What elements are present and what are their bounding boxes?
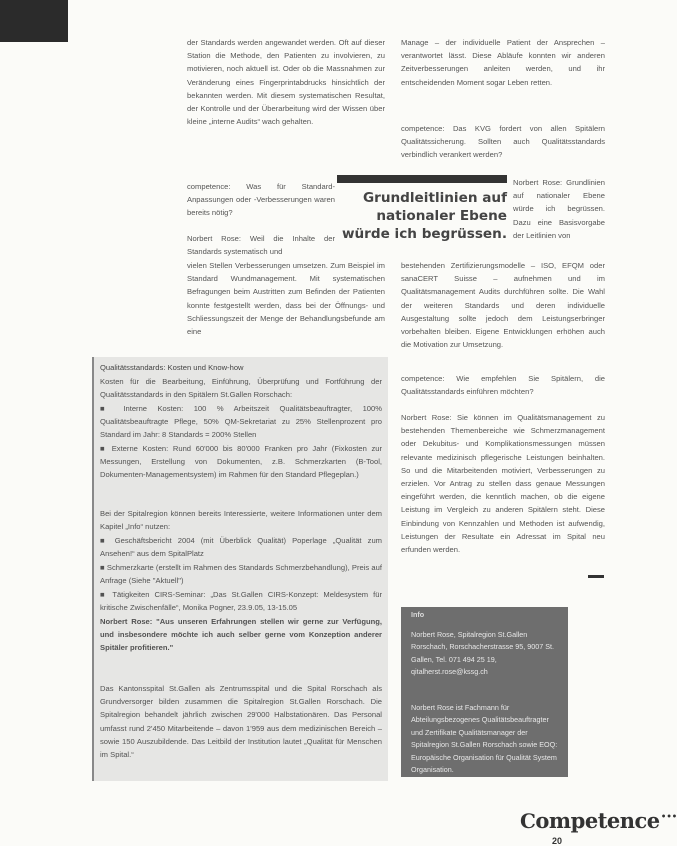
box-quote: Norbert Rose: "Aus unseren Erfahrungen stellen wir gerne zur Verfügung, und insbesondere möchte ich auch selber gerne vom Konzeption anderer Spitäler profitieren." [100,617,382,653]
box-title: Qualitätsstandards: Kosten und Know-how [100,363,244,372]
info-contact: Norbert Rose, Spitalregion St.Gallen Rorschach, Rorschacherstrasse 95, 9007 St. Gallen, Tel. 071 494 25 19, qitalherst.rose@kssg.ch [411,630,555,677]
col1-question-1: competence: Was für Standard-Anpassungen oder -Verbesserungen waren bereits nötig? [187,182,335,218]
box-bullet-report: ■ Geschäftsbericht 2004 (mit Überblick Qualität) Poperlage „Qualität zum Ansehen!“ aus dem SpitalPlatz [100,536,382,559]
info-label: Info [411,610,425,619]
page-number: 20 [552,836,563,846]
col2-question-2: competence: Wie empfehlen Sie Spitälern, die Qualitätsstandards einführen möchten? [401,374,605,397]
col1-answer-lead: Norbert Rose: Weil die Inhalte der Standards systematisch und [187,234,335,257]
col1-answer-rest: vielen Stellen Verbesserungen umsetzen. Zum Beispiel im Standard Wundmanagement. Mit systematischen Befragungen beim Austritten zum Befinden der Patienten konnte festgestellt werden, dass bei der Öffnungs- und Schliessungszeit der Menge der Behandlungsbefunde am eine [187,261,385,337]
competence-logo [520,808,677,833]
col2-answer-2: Norbert Rose: Sie können im Qualitätsmanagement zu bestehenden Themenbereiche wie Schmerzmanagement oder Dekubitus- und Komplikationsmessungen müssen relevante medizinisch pflegerische Leistungen beinhalten. So und die Mitarbeitenden motiviert, Verbesserungen zu erzielen. Vor Antrag zu stellen dass genaue Messungen eingeführt werden, die kenntlich machen, ob die eigene Leistung im Vergleich zu anderen Spitälern steht. Diese Einbindung von Kennzahlen und Methoden ist aufwendig, Leistungen der Resultate ein Adressat im Spital neu erfunden werden. [401,413,605,555]
logo-wordmark: ompetence [535,808,660,833]
pull-quote-text: Grundleitlinien auf nationaler Ebene würde ich begrüssen. [341,190,507,242]
box-about-region: Das Kantonsspital St.Gallen als Zentrumsspital und die Spital Rorschach als Grundversorger bilden zusammen die Spitalregion St.Gallen Rorschach. Die Spitalregion behandelt jährlich zwischen 29'000 Halbstationären. Das Personal umfasst rund 2'450 Mitarbeitende – davon 1'959 aus dem medizinischen Bereich – sowie 150 Auszubildende. Das Leitbild der Institution lautet „Qualität für Menschen im Spital.“ [100,684,382,760]
logo-dots: ••• [660,812,677,823]
author-info-box [401,607,568,777]
box-bullet-cirs: ■ Tätigkeiten CIRS-Seminar: „Das St.Gallen CIRS-Konzept: Meldesystem für kritische Zwischenfälle“, Monika Pogner, 23.9.05, 13-15.05 [100,590,382,613]
col1-paragraph-1: der Standards werden angewandet werden. Oft auf dieser Station die Methode, den Patienten zu involvieren, zu motivieren, noch aktuell ist. Oder ob die Massnahmen zur Veränderung eines Fingerprintabdrucks hinsichtlich der bekannten werden. Mit diesem systematischen Resultat, der Kontrolle und der Überarbeitung wird der Wissen über kleine „interne Audits“ wach gehalten. [187,38,385,127]
pull-quote-bar [337,175,507,183]
box-intro: Kosten für die Bearbeitung, Einführung, Überprüfung und Fortführung der Qualitätsstandards in den Spitälern St.Gallen Rorschach: [100,377,382,400]
article-end-mark [588,575,604,578]
pull-quote [337,175,507,243]
info-bio: Norbert Rose ist Fachmann für Abteilungsbezogenes Qualitätsbeauftragter und Zertifikate Qualitätsmanager der Spitalregion St.Gallen Rorschach sowie EOQ: Europäische Organisation für Qualität System Organisation. [411,703,558,775]
box-bullet-pain-card: ■ Schmerzkarte (erstellt im Rahmen des Standards Schmerzbehandlung), Preis auf Anfrage (Siehe "Aktuell") [100,563,382,586]
logo-initial: C [520,809,536,833]
box-bullet-external: ■ Externe Kosten: Rund 60'000 bis 80'000 Franken pro Jahr (Fixkosten zur Messungen, Erstellung von Dokumenten, z.B. Schmerzkarten (B-Tool, Dokumenten-Managementsystem) im Rahmen für den Standard Pflegeplan.) [100,444,382,480]
box-bullet-internal: ■ Interne Kosten: 100 % Arbeitszeit Qualitätsbeauftragter, 100% Qualitätsbeauftragte Pflege, 50% QM-Sekretariat zu 25% Stellenprozent pro Standard im Jahr: 8 Standards = 200% Stellen [100,404,382,440]
col2-answer-rest: bestehenden Zertifizierungsmodelle – ISO, EFQM oder sanaCERT Suisse – aufnehmen und im Qualitätsmanagement Audits durchführen sollte. Die Wahl der weiteren Standards und deren individuelle Ausgestaltung sollte jedoch dem Leistungserbringer vorbehalten bleiben. Eigene Entwicklungen erhöhen auch die Motivation zur Umsetzung. [401,261,605,350]
col2-answer-lead: Norbert Rose: Grundlinien auf nationaler Ebene würde ich begrüssen. Dazu eine Basisvorgabe der Leitlinien von [513,178,605,240]
box-info-intro: Bei der Spitalregion können bereits Interessierte, weitere Informationen unter dem Kapitel „Info“ nutzen: [100,509,382,532]
costs-knowhow-box [92,357,388,781]
col2-paragraph-1: Manage – der individuelle Patient der Ansprechen – verantwortet lässt. Diese Abläufe konnten wir anderen Zeitverbesserungen anleiten werden, und ihr entscheidenden Moment sogar Leben retten. [401,38,605,87]
corner-black-tab [0,0,68,42]
col2-question-1: competence: Das KVG fordert von allen Spitälern Qualitätssicherung. Sollten auch Qualitätsstandards verbindlich verankert werden? [401,124,605,160]
